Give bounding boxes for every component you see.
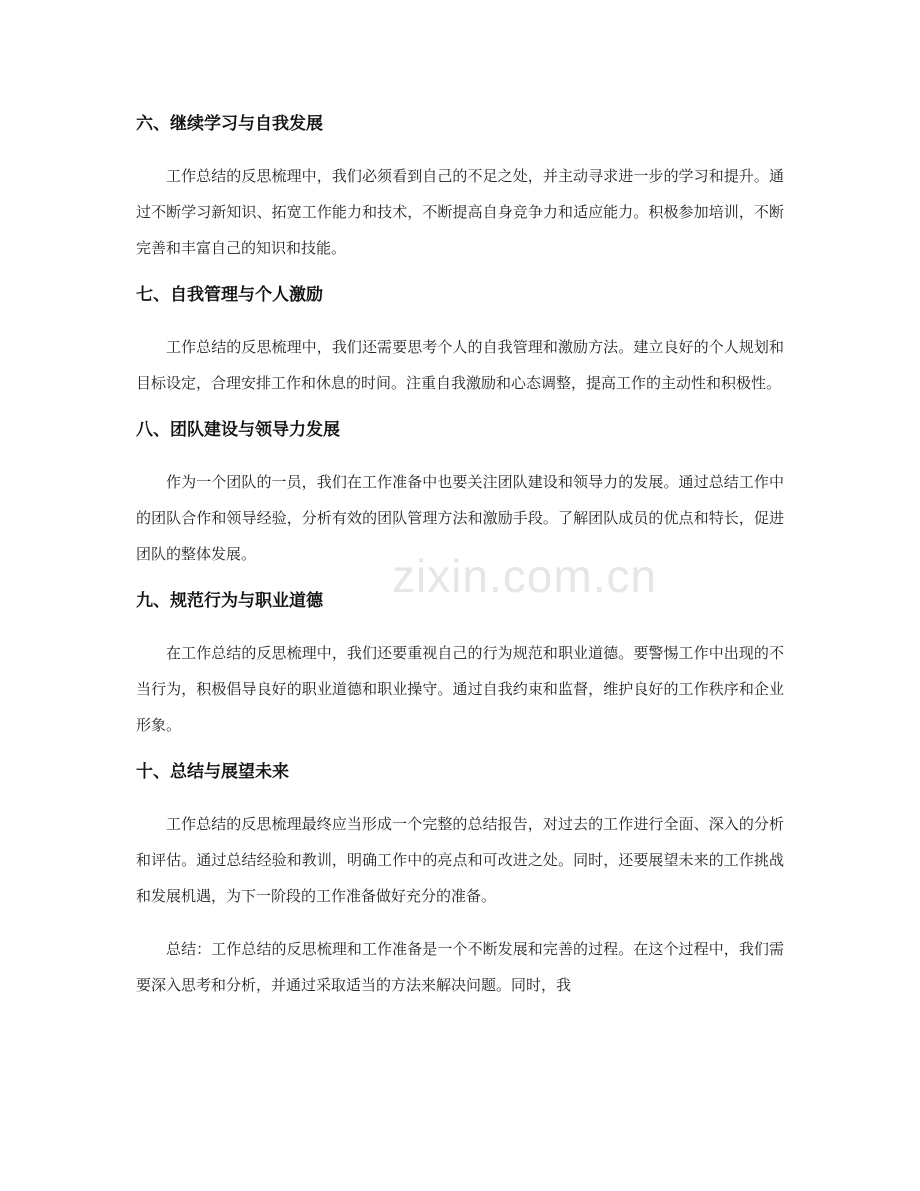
section-heading: 七、自我管理与个人激励 <box>136 285 323 305</box>
section-heading: 六、继续学习与自我发展 <box>136 114 323 134</box>
section-paragraph: 工作总结的反思梳理中，我们必须看到自己的不足之处，并主动寻求进一步的学习和提升。通过不断学习新知识、拓宽工作能力和技术，不断提高自身竞争力和适应能力。积极参加培训，不断完善和丰富自己的知识和技能。 <box>136 167 784 257</box>
section-paragraph: 工作总结的反思梳理最终应当形成一个完整的总结报告，对过去的工作进行全面、深入的分析和评估。通过总结经验和教训，明确工作中的亮点和可改进之处。同时，还要展望未来的工作挑战和发展机遇，为下一阶段的工作准备做好充分的准备。 <box>136 815 784 905</box>
section-paragraph: 工作总结的反思梳理中，我们还需要思考个人的自我管理和激励方法。建立良好的个人规划和目标设定，合理安排工作和休息的时间。注重自我激励和心态调整，提高工作的主动性和积极性。 <box>136 338 784 392</box>
section-paragraph: 作为一个团队的一员，我们在工作准备中也要关注团队建设和领导力的发展。通过总结工作中的团队合作和领导经验，分析有效的团队管理方法和激励手段。了解团队成员的优点和特长，促进团队的整体发展。 <box>136 473 784 563</box>
section-heading: 八、团队建设与领导力发展 <box>136 420 340 440</box>
watermark-text: zixin.com.cn <box>392 550 658 602</box>
section-paragraph: 在工作总结的反思梳理中，我们还要重视自己的行为规范和职业道德。要警惕工作中出现的不当行为，积极倡导良好的职业道德和职业操守。通过自我约束和监督，维护良好的工作秩序和企业形象。 <box>136 644 784 734</box>
section-continued-learning <box>136 112 784 266</box>
section-team-building <box>136 418 784 572</box>
summary-paragraph: 总结：工作总结的反思梳理和工作准备是一个不断发展和完善的过程。在这个过程中，我们需要深入思考和分析，并通过采取适当的方法来解决问题。同时，我 <box>136 940 784 994</box>
section-professional-ethics <box>136 589 784 743</box>
section-heading: 十、总结与展望未来 <box>136 762 289 782</box>
section-heading: 九、规范行为与职业道德 <box>136 591 323 611</box>
section-self-management <box>136 283 784 401</box>
section-summary-outlook <box>136 760 784 914</box>
